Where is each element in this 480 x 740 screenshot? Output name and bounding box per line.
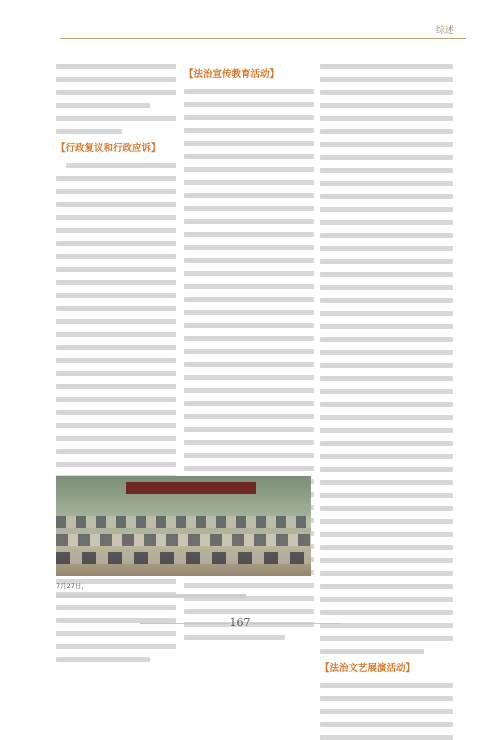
- footer-rule-left: [140, 623, 230, 624]
- middle-column: [184, 64, 314, 484]
- left-section-heading: 【行政复议和行政应诉】: [56, 143, 161, 154]
- meeting-banner: [126, 482, 256, 494]
- meeting-photo: [56, 476, 311, 576]
- right-column: [320, 64, 453, 674]
- section-tag: 综述: [435, 26, 454, 36]
- footer-rule-right: [250, 623, 340, 624]
- left-column: [56, 64, 176, 484]
- page-header: [0, 20, 480, 46]
- photo-caption-text: 7月27日，: [56, 582, 88, 590]
- middle-section-heading: 【法治宣传教育活动】: [184, 69, 280, 80]
- header-rule: [60, 38, 466, 39]
- right-section-heading: 【法治文艺展演活动】: [320, 663, 416, 674]
- photo-caption: [56, 582, 311, 598]
- page-footer: [0, 616, 480, 630]
- page-number: 167: [229, 616, 251, 629]
